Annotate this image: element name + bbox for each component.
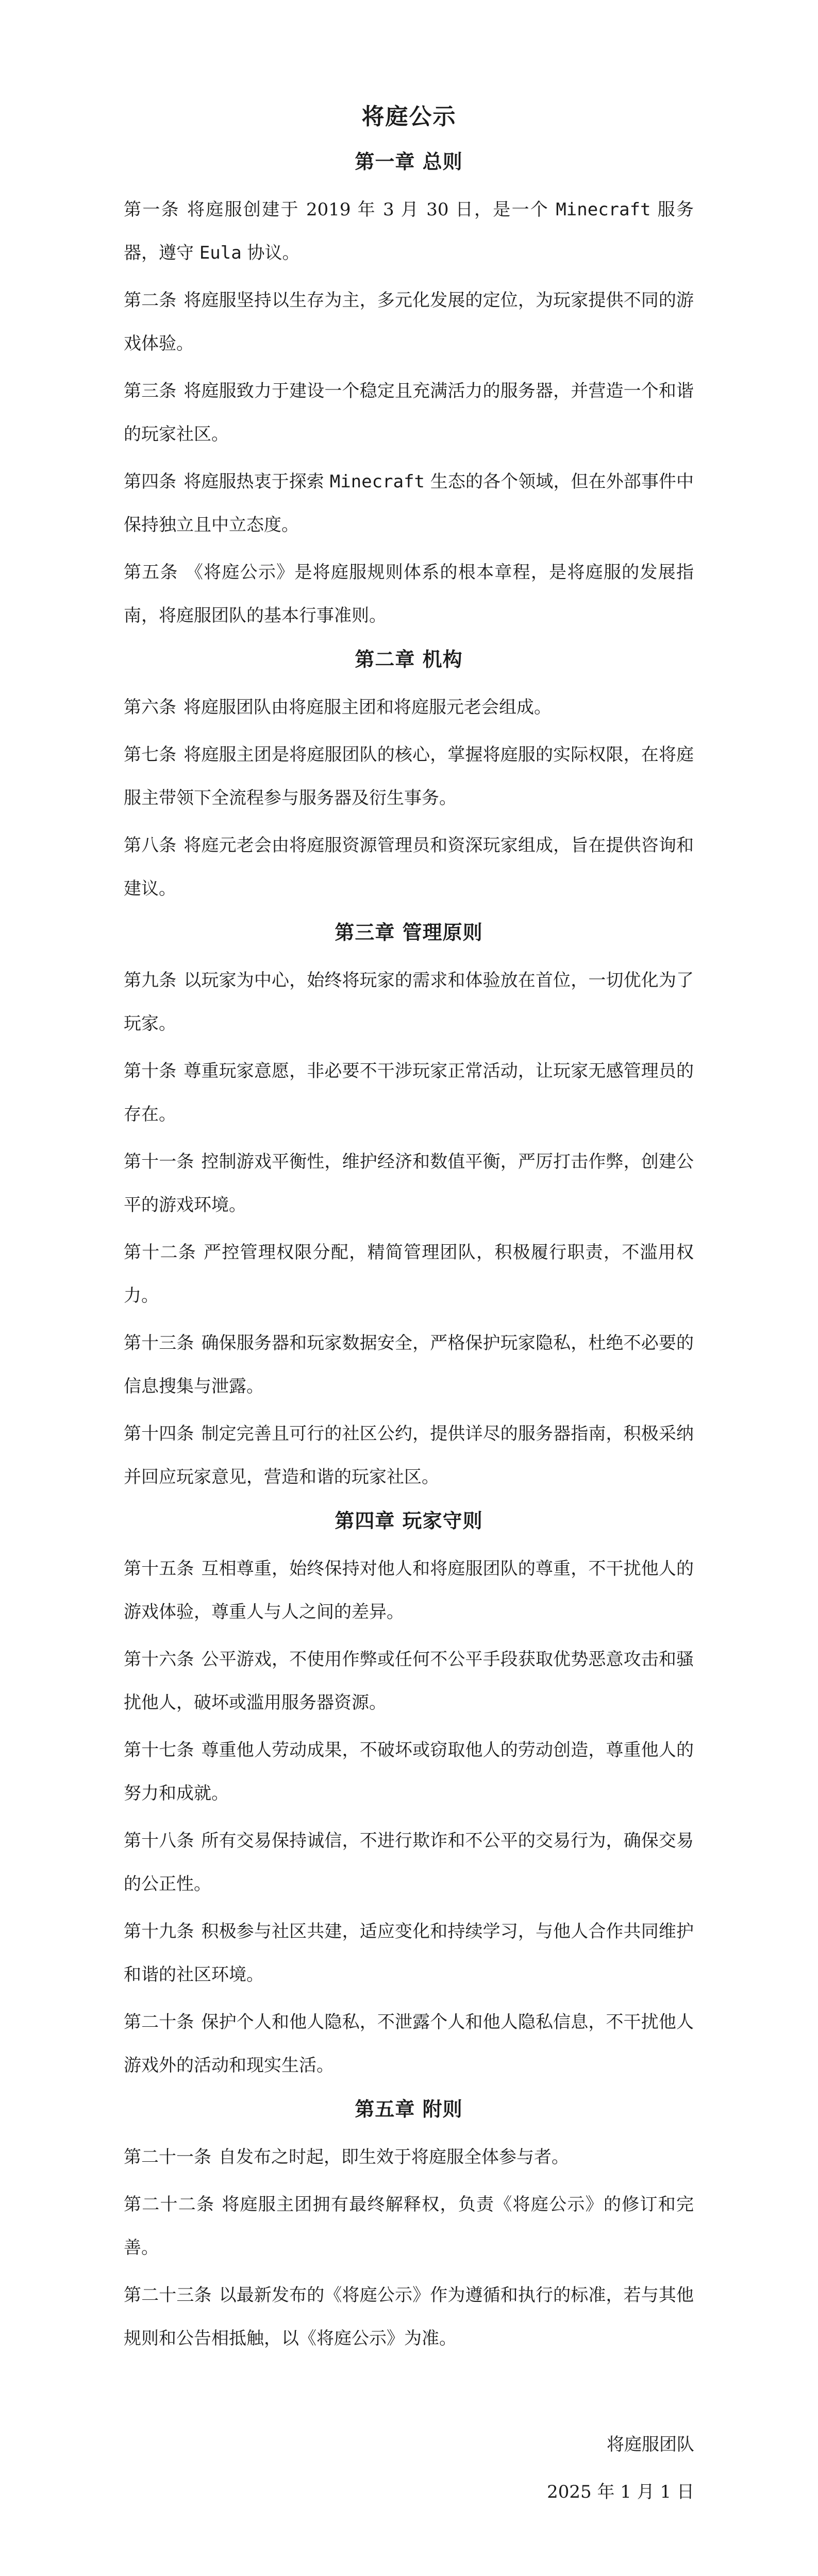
article <box>124 1049 694 1136</box>
article <box>124 1910 694 1996</box>
article <box>124 369 694 456</box>
article <box>124 279 694 365</box>
article-text: 积极参与社区共建，适应变化和持续学习，与他人合作共同维护和谐的社区环境。 <box>124 1921 694 1985</box>
chapter-heading: 第五章 附则 <box>355 2097 463 2121</box>
chapter-heading: 第二章 机构 <box>355 648 463 671</box>
article-number: 第六条 <box>124 697 176 718</box>
signature-organization: 将庭服团队 <box>607 2434 694 2455</box>
document-body <box>124 147 694 2364</box>
article-text: 所有交易保持诚信，不进行欺诈和不公平的交易行为，确保交易的公正性。 <box>124 1831 694 1894</box>
article-text: 以最新发布的《将庭公示》作为遵循和执行的标准，若与其他规则和公告相抵触，以《将庭公示》为准。 <box>124 2285 694 2349</box>
article-number: 第九条 <box>124 970 177 991</box>
article <box>124 551 694 637</box>
article-text: 将庭服主团拥有最终解释权，负责《将庭公示》的修订和完善。 <box>124 2194 694 2258</box>
article-text: 保护个人和他人隐私，不泄露个人和他人隐私信息，不干扰他人游戏外的活动和现实生活。 <box>124 2012 694 2076</box>
article <box>124 1547 694 1634</box>
article-text: 自发布之时起，即生效于将庭服全体参与者。 <box>219 2147 569 2167</box>
article-number: 第三条 <box>124 381 177 401</box>
article-text: 将庭服创建于 2019 年 3 月 30 日，是一个 Minecraft 服务器，遵守 Eula 协议。 <box>124 199 694 263</box>
article <box>124 1321 694 1408</box>
article <box>124 1638 694 1724</box>
article-number: 第十五条 <box>124 1558 194 1579</box>
article-text: 将庭服热衷于探索 Minecraft 生态的各个领域，但在外部事件中保持独立且中立态度。 <box>124 471 694 535</box>
article-number: 第十四条 <box>124 1423 194 1444</box>
article-text: 公平游戏，不使用作弊或任何不公平手段获取优势恶意攻击和骚扰他人，破坏或滥用服务器资源。 <box>124 1649 694 1713</box>
article-number: 第十六条 <box>124 1649 194 1670</box>
article-number: 第十二条 <box>124 1242 197 1263</box>
article <box>124 460 694 547</box>
article <box>124 824 694 910</box>
article-text: 控制游戏平衡性，维护经济和数值平衡，严厉打击作弊，创建公平的游戏环境。 <box>124 1151 694 1215</box>
article <box>124 2183 694 2269</box>
article-number: 第八条 <box>124 835 177 856</box>
article-number: 第二十一条 <box>124 2147 211 2167</box>
article-number: 第十条 <box>124 1061 177 1081</box>
article <box>124 2136 694 2179</box>
article-number: 第二十三条 <box>124 2285 212 2306</box>
article <box>124 1728 694 1815</box>
article-number: 第十一条 <box>124 1151 194 1172</box>
article-text: 制定完善且可行的社区公约，提供详尽的服务器指南，积极采纳并回应玩家意见，营造和谐的玩家社区。 <box>124 1423 694 1487</box>
article <box>124 1231 694 1317</box>
article-number: 第十三条 <box>124 1333 194 1353</box>
inline-term: Minecraft <box>556 199 651 220</box>
article <box>124 188 694 275</box>
article <box>124 1819 694 1906</box>
article-text: 将庭服团队由将庭服主团和将庭服元老会组成。 <box>183 697 552 718</box>
document-title: 将庭公示 <box>361 104 457 130</box>
article-text: 尊重他人劳动成果，不破坏或窃取他人的劳动创造，尊重他人的努力和成就。 <box>124 1740 694 1804</box>
article-number: 第七条 <box>124 744 177 765</box>
article-text: 尊重玩家意愿，非必要不干涉玩家正常活动，让玩家无感管理员的存在。 <box>124 1061 694 1125</box>
article-text: 以玩家为中心，始终将玩家的需求和体验放在首位，一切优化为了玩家。 <box>124 970 694 1034</box>
article-number: 第五条 <box>124 562 178 583</box>
article <box>124 686 694 729</box>
article-number: 第十八条 <box>124 1831 194 1851</box>
article-number: 第四条 <box>124 471 177 492</box>
article-text: 《将庭公示》是将庭服规则体系的根本章程，是将庭服的发展指南，将庭服团队的基本行事准则。 <box>124 562 694 626</box>
article-number: 第十九条 <box>124 1921 194 1942</box>
chapter-heading: 第四章 玩家守则 <box>335 1509 483 1532</box>
article-number: 第一条 <box>124 199 180 220</box>
article-text: 将庭服致力于建设一个稳定且充满活力的服务器，并营造一个和谐的玩家社区。 <box>124 381 694 445</box>
chapter-heading: 第三章 管理原则 <box>335 921 483 944</box>
article <box>124 1140 694 1227</box>
inline-term: Eula <box>199 243 242 263</box>
article <box>124 733 694 820</box>
signature-date: 2025 年 1 月 1 日 <box>547 2482 694 2502</box>
article-text: 将庭元老会由将庭服资源管理员和资深玩家组成，旨在提供咨询和建议。 <box>124 835 694 899</box>
inline-term: Minecraft <box>329 471 425 492</box>
article-text: 将庭服主团是将庭服团队的核心，掌握将庭服的实际权限，在将庭服主带领下全流程参与服务器及衍生事务。 <box>124 744 694 808</box>
article-text: 互相尊重，始终保持对他人和将庭服团队的尊重，不干扰他人的游戏体验，尊重人与人之间的差异。 <box>124 1558 694 1622</box>
article-number: 第二十二条 <box>124 2194 215 2215</box>
article <box>124 2001 694 2087</box>
article-text: 严控管理权限分配，精简管理团队，积极履行职责，不滥用权力。 <box>124 1242 694 1306</box>
article-number: 第十七条 <box>124 1740 194 1760</box>
chapter-heading: 第一章 总则 <box>355 150 463 173</box>
article-text: 将庭服坚持以生存为主，多元化发展的定位，为玩家提供不同的游戏体验。 <box>124 290 694 354</box>
article <box>124 2274 694 2360</box>
article-number: 第二十条 <box>124 2012 194 2032</box>
article-number: 第二条 <box>124 290 177 311</box>
article-text: 确保服务器和玩家数据安全，严格保护玩家隐私，杜绝不必要的信息搜集与泄露。 <box>124 1333 694 1397</box>
article <box>124 959 694 1045</box>
article <box>124 1412 694 1499</box>
